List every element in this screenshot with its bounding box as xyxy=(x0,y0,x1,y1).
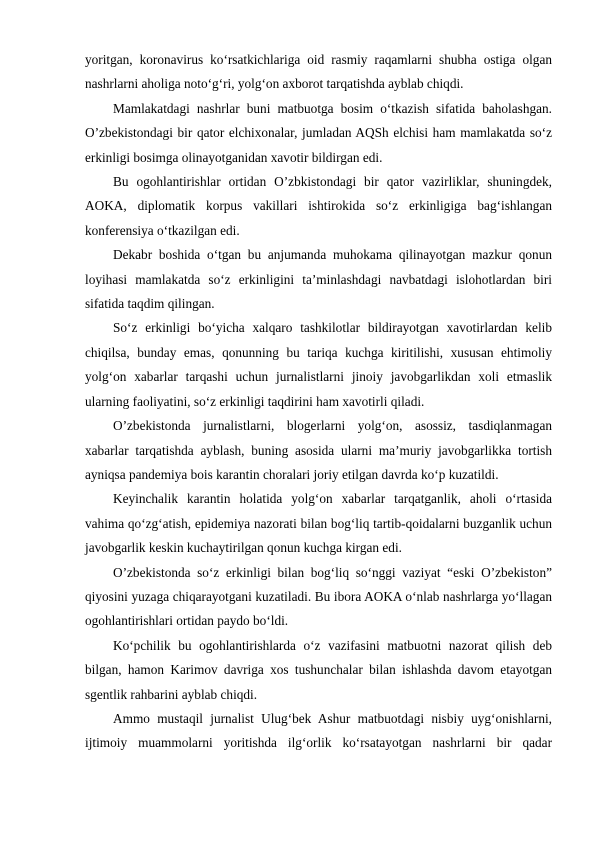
paragraph-6: O’zbekistonda jurnalistlarni, blogerlarni yolg‘on, asossiz, tasdiqlanmagan xabarlar tarqatishda ayblash, buning asosida ularni ma’muriy javobgarlikka tortish ayniqsa pandemiya bois karantin choralari joriy etilgan davrda ko‘p kuzatildi. xyxy=(85,418,552,482)
document-page xyxy=(85,48,552,756)
paragraph-10: Ammo mustaqil jurnalist Ulug‘bek Ashur matbuotdagi nisbiy uyg‘onishlarni, ijtimoiy muammolarni yoritishda ilg‘orlik ko‘rsatayotgan nashrlarni bir qadar xyxy=(85,710,552,751)
paragraph-3: Bu ogohlantirishlar ortidan O’zbkistondagi bir qator vazirliklar, shuningdek, AOKA, diplomatik korpus vakillari ishtirokida so‘z erkinligiga bag‘ishlangan konferensiya o‘tkazilgan edi. xyxy=(85,174,552,238)
paragraph-4: Dekabr boshida o‘tgan bu anjumanda muhokama qilinayotgan mazkur qonun loyihasi mamlakatda so‘z erkinligini ta’minlashdagi navbatdagi islohotlardan biri sifatida taqdim qilingan. xyxy=(85,247,552,312)
paragraph-8: O’zbekistonda so‘z erkinligi bilan bog‘liq so‘nggi vaziyat “eski O’zbekiston” qiyosini yuzaga chiqarayotgani kuzatiladi. Bu ibora AOKA o‘nlab nashrlarga yo‘llagan ogohlantirishlari ortidan paydo bo‘ldi. xyxy=(85,564,552,629)
paragraph-7: Keyinchalik karantin holatida yolg‘on xabarlar tarqatganlik, aholi o‘rtasida vahima qo‘zg‘atish, epidemiya nazorati bilan bog‘liq tartib-qoidalarni buzganlik uchun javobgarlik keskin kuchaytirilgan qonun kuchga kirgan edi. xyxy=(85,491,552,556)
paragraph-9: Ko‘pchilik bu ogohlantirishlarda o‘z vazifasini matbuotni nazorat qilish deb bilgan, hamon Karimov davriga xos tushunchalar bilan ishlashda davom etayotgan sgentlik rahbarini ayblab chiqdi. xyxy=(85,637,552,702)
paragraph-2: Mamlakatdagi nashrlar buni matbuotga bosim o‘tkazish sifatida baholashgan. O’zbekistondagi bir qator elchixonalar, jumladan AQSh elchisi ham mamlakatda so‘z erkinligi bosimga olinayotganidan xavotir bildirgan edi. xyxy=(85,100,552,165)
paragraph-5: So‘z erkinligi bo‘yicha xalqaro tashkilotlar bildirayotgan xavotirlardan kelib chiqilsa, bunday emas, qonunning bu tariqa kuchga kiritilishi, xususan ehtimoliy yolg‘on xabarlar tarqashi uchun jurnalistlarni jinoiy javobgarlikdan xoli etmaslik ularning faoliyatini, so‘z erkinligi taqdirini ham xavotirli qiladi. xyxy=(85,320,552,409)
paragraph-1: yoritgan, koronavirus ko‘rsatkichlariga oid rasmiy raqamlarni shubha ostiga olgan nashrlarni aholiga noto‘g‘ri, yolg‘on axborot tarqatishda ayblab chiqdi. xyxy=(85,52,552,92)
